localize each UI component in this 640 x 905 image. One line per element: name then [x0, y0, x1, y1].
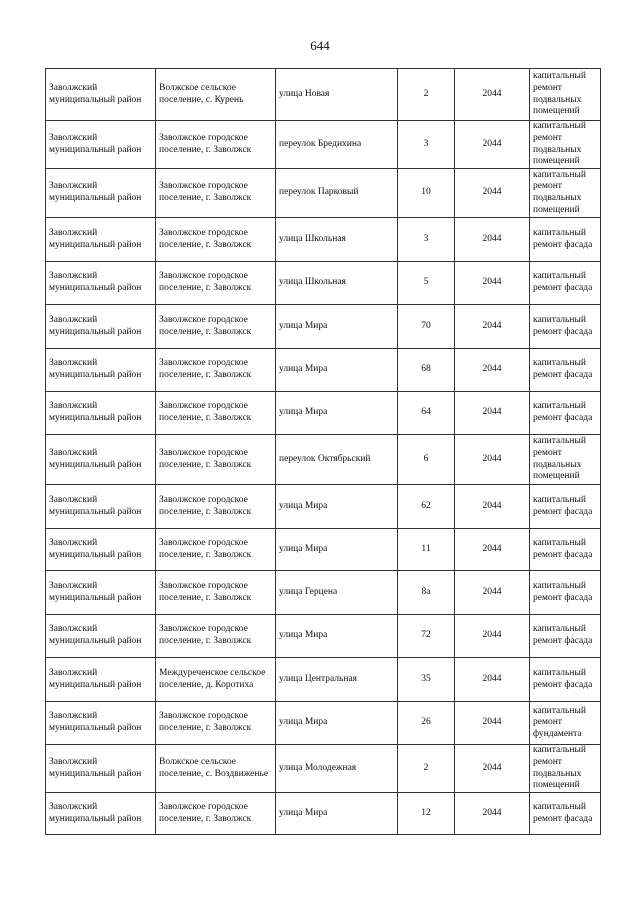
house-number-cell: 3: [398, 121, 455, 169]
district-cell: Заволжский муниципальный район: [46, 69, 156, 121]
district-cell: Заволжский муниципальный район: [46, 658, 156, 702]
district-cell: Заволжский муниципальный район: [46, 793, 156, 835]
work-type-cell: капитальный ремонт фасада: [530, 571, 601, 615]
year-cell: 2044: [455, 702, 530, 745]
table-row: [46, 793, 601, 835]
settlement-cell: Заволжское городское поселение, г. Заволжск: [156, 793, 276, 835]
street-cell: переулок Октябрьский: [276, 435, 398, 485]
work-type-cell: капитальный ремонт подвальных помещений: [530, 69, 601, 121]
table-row: [46, 169, 601, 218]
repair-schedule-table: [45, 68, 601, 835]
year-cell: 2044: [455, 485, 530, 529]
district-cell: Заволжский муниципальный район: [46, 529, 156, 571]
house-number-cell: 5: [398, 262, 455, 305]
year-cell: 2044: [455, 262, 530, 305]
street-cell: улица Мира: [276, 305, 398, 349]
settlement-cell: Заволжское городское поселение, г. Заволжск: [156, 349, 276, 392]
district-cell: Заволжский муниципальный район: [46, 485, 156, 529]
table-row: [46, 702, 601, 745]
street-cell: улица Школьная: [276, 218, 398, 262]
street-cell: улица Мира: [276, 615, 398, 658]
street-cell: переулок Бредихина: [276, 121, 398, 169]
year-cell: 2044: [455, 392, 530, 435]
year-cell: 2044: [455, 658, 530, 702]
settlement-cell: Заволжское городское поселение, г. Заволжск: [156, 262, 276, 305]
work-type-cell: капитальный ремонт фасада: [530, 262, 601, 305]
house-number-cell: 68: [398, 349, 455, 392]
settlement-cell: Заволжское городское поселение, г. Заволжск: [156, 305, 276, 349]
year-cell: 2044: [455, 349, 530, 392]
house-number-cell: 64: [398, 392, 455, 435]
street-cell: улица Мира: [276, 349, 398, 392]
work-type-cell: капитальный ремонт подвальных помещений: [530, 169, 601, 218]
settlement-cell: Заволжское городское поселение, г. Заволжск: [156, 169, 276, 218]
house-number-cell: 11: [398, 529, 455, 571]
district-cell: Заволжский муниципальный район: [46, 392, 156, 435]
street-cell: улица Мира: [276, 793, 398, 835]
district-cell: Заволжский муниципальный район: [46, 121, 156, 169]
work-type-cell: капитальный ремонт фасада: [530, 658, 601, 702]
settlement-cell: Заволжское городское поселение, г. Заволжск: [156, 615, 276, 658]
table-row: [46, 121, 601, 169]
table-row: [46, 615, 601, 658]
settlement-cell: Заволжское городское поселение, г. Заволжск: [156, 121, 276, 169]
house-number-cell: 2: [398, 745, 455, 793]
district-cell: Заволжский муниципальный район: [46, 305, 156, 349]
year-cell: 2044: [455, 305, 530, 349]
work-type-cell: капитальный ремонт фасада: [530, 529, 601, 571]
street-cell: улица Молодежная: [276, 745, 398, 793]
district-cell: Заволжский муниципальный район: [46, 262, 156, 305]
settlement-cell: Заволжское городское поселение, г. Заволжск: [156, 702, 276, 745]
street-cell: улица Мира: [276, 529, 398, 571]
house-number-cell: 26: [398, 702, 455, 745]
table-row: [46, 262, 601, 305]
work-type-cell: капитальный ремонт фасада: [530, 485, 601, 529]
work-type-cell: капитальный ремонт фасада: [530, 305, 601, 349]
house-number-cell: 12: [398, 793, 455, 835]
year-cell: 2044: [455, 745, 530, 793]
work-type-cell: капитальный ремонт фасада: [530, 615, 601, 658]
house-number-cell: 6: [398, 435, 455, 485]
house-number-cell: 62: [398, 485, 455, 529]
district-cell: Заволжский муниципальный район: [46, 349, 156, 392]
work-type-cell: капитальный ремонт подвальных помещений: [530, 435, 601, 485]
street-cell: улица Герцена: [276, 571, 398, 615]
settlement-cell: Заволжское городское поселение, г. Заволжск: [156, 529, 276, 571]
street-cell: улица Мира: [276, 702, 398, 745]
work-type-cell: капитальный ремонт фасада: [530, 392, 601, 435]
district-cell: Заволжский муниципальный район: [46, 571, 156, 615]
house-number-cell: 70: [398, 305, 455, 349]
work-type-cell: капитальный ремонт фасада: [530, 349, 601, 392]
table-row: [46, 69, 601, 121]
settlement-cell: Заволжское городское поселение, г. Заволжск: [156, 435, 276, 485]
year-cell: 2044: [455, 615, 530, 658]
settlement-cell: Заволжское городское поселение, г. Заволжск: [156, 218, 276, 262]
work-type-cell: капитальный ремонт фасада: [530, 793, 601, 835]
street-cell: переулок Парковый: [276, 169, 398, 218]
page-number: 644: [310, 38, 330, 53]
year-cell: 2044: [455, 218, 530, 262]
settlement-cell: Заволжское городское поселение, г. Заволжск: [156, 392, 276, 435]
street-cell: улица Центральная: [276, 658, 398, 702]
house-number-cell: 3: [398, 218, 455, 262]
street-cell: улица Мира: [276, 392, 398, 435]
year-cell: 2044: [455, 529, 530, 571]
settlement-cell: Междуреченское сельское поселение, д. Коротиха: [156, 658, 276, 702]
table-row: [46, 485, 601, 529]
district-cell: Заволжский муниципальный район: [46, 218, 156, 262]
table-row: [46, 435, 601, 485]
house-number-cell: 72: [398, 615, 455, 658]
table-row: [46, 392, 601, 435]
work-type-cell: капитальный ремонт фундамента: [530, 702, 601, 745]
work-type-cell: капитальный ремонт фасада: [530, 218, 601, 262]
district-cell: Заволжский муниципальный район: [46, 435, 156, 485]
year-cell: 2044: [455, 435, 530, 485]
table-body: [46, 69, 601, 835]
settlement-cell: Волжское сельское поселение, с. Курень: [156, 69, 276, 121]
district-cell: Заволжский муниципальный район: [46, 169, 156, 218]
street-cell: улица Новая: [276, 69, 398, 121]
table-row: [46, 571, 601, 615]
settlement-cell: Заволжское городское поселение, г. Заволжск: [156, 571, 276, 615]
year-cell: 2044: [455, 571, 530, 615]
house-number-cell: 2: [398, 69, 455, 121]
work-type-cell: капитальный ремонт подвальных помещений: [530, 121, 601, 169]
house-number-cell: 8а: [398, 571, 455, 615]
district-cell: Заволжский муниципальный район: [46, 702, 156, 745]
district-cell: Заволжский муниципальный район: [46, 615, 156, 658]
street-cell: улица Мира: [276, 485, 398, 529]
settlement-cell: Заволжское городское поселение, г. Заволжск: [156, 485, 276, 529]
district-cell: Заволжский муниципальный район: [46, 745, 156, 793]
year-cell: 2044: [455, 793, 530, 835]
table-row: [46, 218, 601, 262]
settlement-cell: Волжское сельское поселение, с. Воздвиженье: [156, 745, 276, 793]
year-cell: 2044: [455, 169, 530, 218]
year-cell: 2044: [455, 121, 530, 169]
table-row: [46, 529, 601, 571]
table-row: [46, 745, 601, 793]
year-cell: 2044: [455, 69, 530, 121]
street-cell: улица Школьная: [276, 262, 398, 305]
house-number-cell: 35: [398, 658, 455, 702]
table-row: [46, 658, 601, 702]
table-row: [46, 305, 601, 349]
work-type-cell: капитальный ремонт подвальных помещений: [530, 745, 601, 793]
house-number-cell: 10: [398, 169, 455, 218]
table-row: [46, 349, 601, 392]
